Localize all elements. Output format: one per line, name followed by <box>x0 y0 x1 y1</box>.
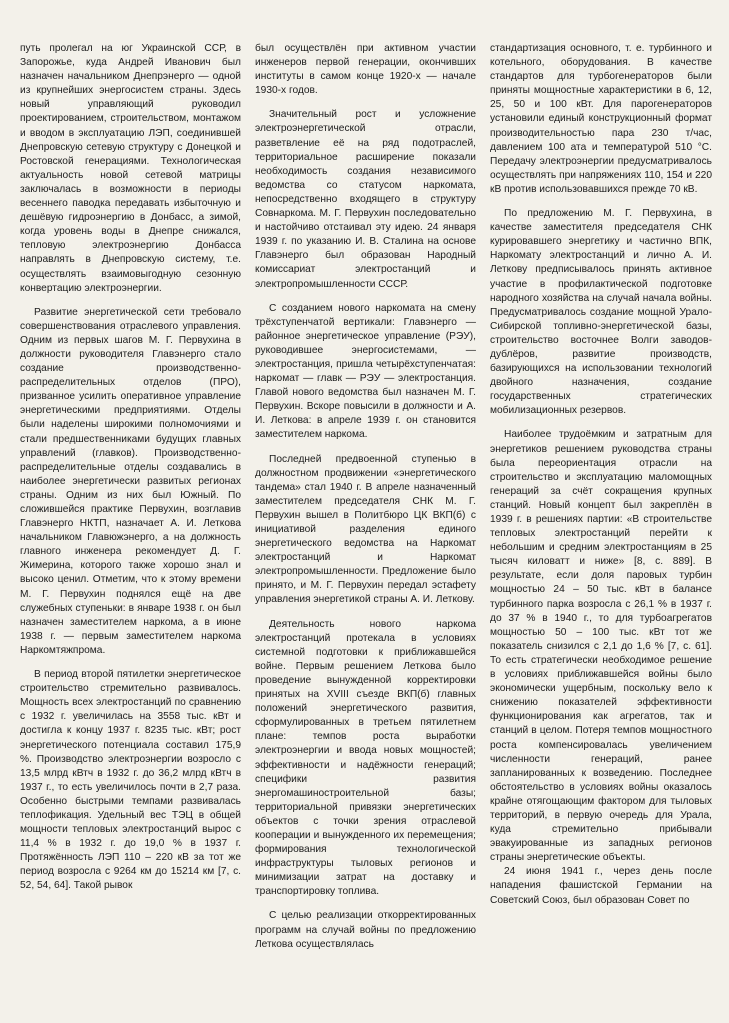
text-column-1 <box>20 42 241 894</box>
text-column-3 <box>490 42 712 908</box>
paragraph: По предложению М. Г. Первухина, в качестве заместителя председателя СНК курировавшего энергетику и частично ВПК, Наркомату электростанций и лично А. И. Леткову предписывалось принять активное участие в профилактической подготовке народного хозяйства на случай начала войны. Предусматривалось создание мощной Урало-Сибирской топливно-энергетической базы, строительство восточнее Волги заводов-дублёров, развитие производств, базирующихся на использовании технологий двойного назначения, создание государственных стратегических мобилизационных резервов. <box>490 208 712 417</box>
paragraph: 24 июня 1941 г., через день после нападения фашистской Германии на Советский Союз, был образован Совет по <box>490 866 712 906</box>
text-column-2 <box>255 42 476 952</box>
paragraph: был осуществлён при активном участии инженеров первой генерации, окончивших институты в самом конце 1920-х — начале 1930-х годов. <box>255 43 476 97</box>
paragraph: путь пролегал на юг Украинской ССР, в Запорожье, куда Андрей Иванович был назначен начальником Днепрэнерго — одной из крупнейших энергосистем страны. Здесь новый управляющий руководил проектированием, строительством, монтажом и вводом в эксплуатацию ЛЭП, соединившей Днепровскую сетевую структуру с Донецкой и Ростовской генерациями. Технологическая актуальность новой сетевой матрицы заключалась в возможности в периоды весеннего паводка передавать избыточную и дешёвую гидроэнергию в Донбасс, а зимой, когда уровень воды в Днепре снижался, тепловую электроэнергию Донбасса направлять в Днепровскую систему, т.е. осуществлять взаимовыгодную сезонную конвертацию электроэнергии. <box>20 43 241 294</box>
paragraph: Значительный рост и усложнение электроэнергетической отрасли, разветвление её на ряд подотраслей, территориальное расширение показали необходимость создания независимого ведомства со статусом наркомата, непосредственно входящего в структуру Совнаркома. М. Г. Первухин последовательно и настойчиво отстаивал эту идею. 24 января 1939 г. по указанию И. В. Сталина на основе Главэнерго был образован Народный комиссариат электростанций и электропромышленности СССР. <box>255 109 476 290</box>
paragraph: Наиболее трудоёмким и затратным для энергетиков решением руководства страны была переориентация отрасли на строительство и эксплуатацию маломощных генераций за счёт сокращения крупных станций. Новый концепт был закреплён в 1939 г. в решениях партии: «В строительстве тепловых электростанций перейти к небольшим и средним электростанциям в 25 тысяч киловатт и ниже» [8, с. 889]. В результате, если доля паровых турбин мощностью 24 – 50 тыс. кВт в балансе турбинного парка возросла с 26,1 % в 1937 г. до 37 % в 1940 г., то для турбоагрегатов мощностью 50 – 100 тыс. кВт тот же показатель снизился с 2,1 до 1,6 % [7, с. 61]. То есть стратегически необходимое решение в условиях приближавшейся войны было экономически ущербным, поскольку вело к снижению показателей эффективности функционирования как агрегатов, так и станций в целом. Потеря темпов мощностного роста компенсировалась увеличением численности генераций, ранее запланированных к возведению. Последнее обстоятельство в условиях войны оказалось крайне отягощающим фактором для тыловых территорий, в первую очередь для Урала, куда стремительно прибывали эвакуированные из западных регионов страны энергетические объекты. <box>490 429 712 864</box>
paragraph: С созданием нового наркомата на смену трёхступенчатой вертикали: Главэнерго — районное энергетическое управление (РЭУ), руководившее энергосистемами, — электростанция, пришла четырёхступенчатая: наркомат — главк — РЭУ — электростанция. Главой нового ведомства был назначен М. Г. Первухин. Вскоре повысили в должности и А. И. Леткова: в апреле 1939 г. он становится заместителем наркома. <box>255 302 476 441</box>
paragraph: Последней предвоенной ступенью в должностном продвижении «энергетического тандема» стал 1940 г. В апреле назначенный заместителем председателя СНК М. Г. Первухин вышел в Политбюро ЦК ВКП(б) с инициативой разделения единого энергетического ведомства на Наркомат электростанций и Наркомат электропромышленности. Предложение было принято, и М. Г. Первухин передал эстафету управления энергетикой страны А. И. Леткову. <box>255 453 476 606</box>
paragraph: В период второй пятилетки энергетическое строительство стремительно развивалось. Мощность всех электростанций по сравнению с 1932 г. увеличилась на 3558 тыс. кВт и достигла к концу 1937 г. 8235 тыс. кВт; рост энергетического потенциала составил 175,9 %. Производство электроэнергии возросло с 13,5 млрд кВтч в 1932 г. до 36,2 млрд кВтч в 1937 г., то есть увеличилось почти в 2,7 раза. Особенно быстрыми темпами развивалась теплофикация. Удельный вес ТЭЦ в общей мощности тепловых электростанций вырос с 11,4 % в 1932 г. до 19,0 % в 1937 г. Протяжённость ЛЭП 110 – 220 кВ за тот же период возросла с 9264 км до 15214 км [7, с. 52, 54, 64]. Такой рывок <box>20 669 241 892</box>
paragraph: С целью реализации откорректированных программ на случай войны по предложению Леткова осуществлялась <box>255 910 476 950</box>
paragraph: стандартизация основного, т. е. турбинного и котельного, оборудования. В качестве стандартов для турбогенераторов были приняты мощностные характеристики в 6, 12, 25, 50 и 100 кВт. Для парогенераторов установили единый конструкционный формат производительностью пара 230 т/час, давлением 100 ата и температурой 510 °С. Передачу электроэнергии предусматривалось осуществлять при напряжениях 110, 154 и 220 кВ против использовавшихся прежде 70 кВ. <box>490 43 712 195</box>
paragraph: Развитие энергетической сети требовало совершенствования отраслевого управления. Одним из первых шагов М. Г. Первухина в должности руководителя Главэнерго стало создание производственно-распределительных отделов (ПРО), призванное усилить оперативное управление энергетическими предприятиями. Отделы были наделены широкими полномочиями и стали предшественниками будущих главных управлений (главков). Производственно-распределительные отделы создавались в наиболее энергетически развитых регионах страны. Одним из них был Южный. По сложившейся практике Первухин, возглавив Главэнерго НКТП, назначает А. И. Леткова начальником Главюжэнерго, а на должность главного инженера рекомендует Д. Г. Жимерина, которого также хорошо знал и высоко ценил. Отметим, что к этому времени М. Г. Первухин поднялся ещё на две служебных ступеньки: в январе 1938 г. он был назначен заместителем наркома, а в июне 1938 г. — первым заместителем наркома Наркомтяжпрома. <box>20 306 241 656</box>
paragraph: Деятельность нового наркома электростанций протекала в условиях системной подготовки к приближавшейся войне. Первым решением Леткова было проведение вынужденной корректировки принятых на XVIII съезде ВКП(б) главных положений энергетического развития, сформулированных в третьем пятилетнем плане: темпов роста выработки электроэнергии и ввода новых мощностей; эффективности и надёжности генераций; специфики развития энергомашиностроительной базы; территориальной привязки энергетических объектов с точки зрения отраслевой кооперации и вынужденного их перемещения; формирования технологической инфраструктуры тыловых регионов и минимизации затрат на доставку и транспортировку топлива. <box>255 618 476 898</box>
